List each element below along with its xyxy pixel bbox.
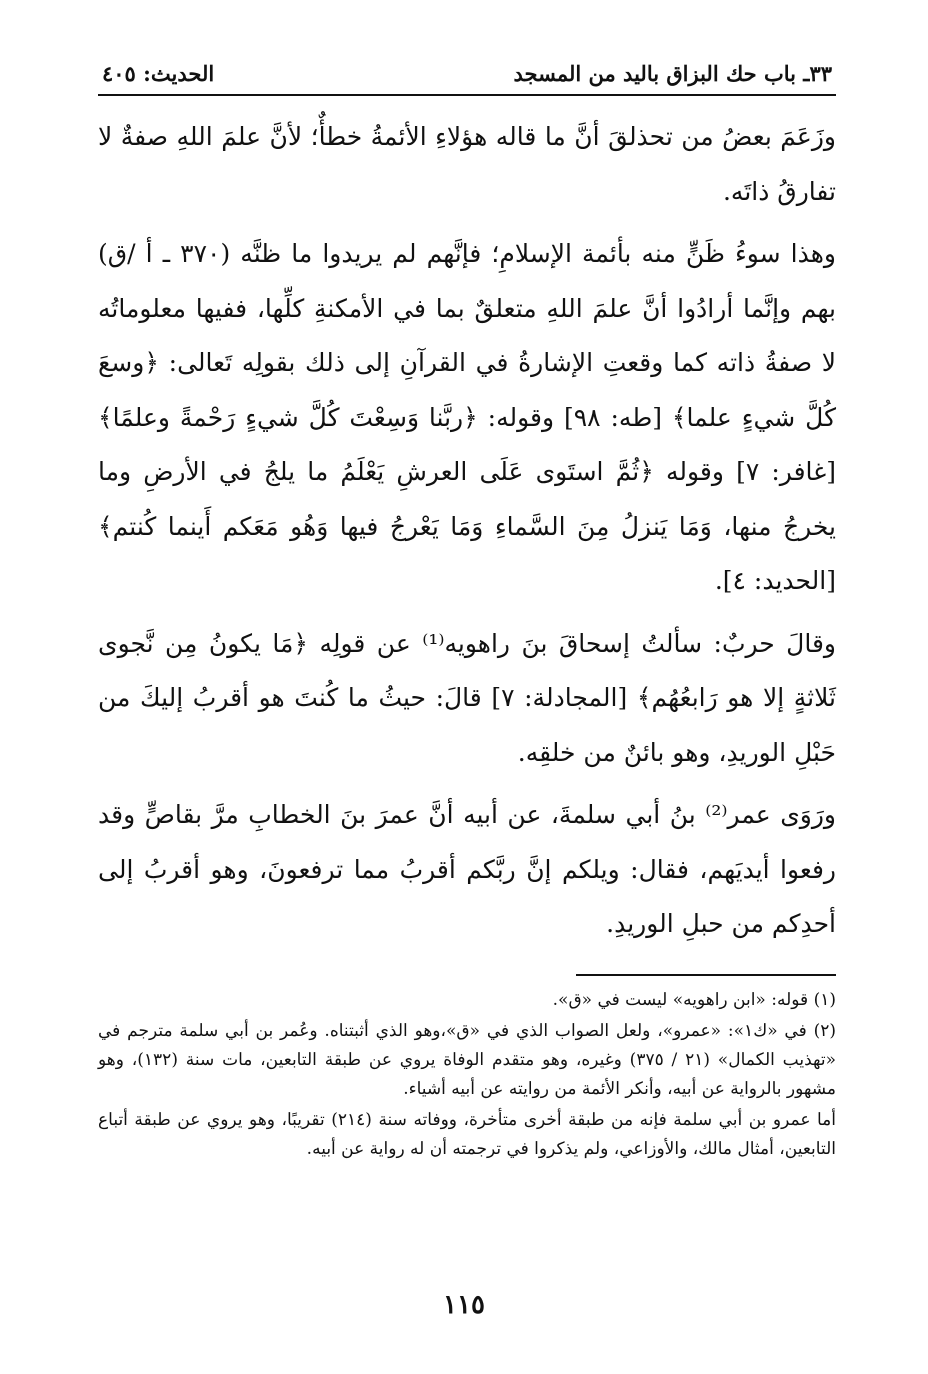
page-number: ١١٥ <box>443 1290 485 1320</box>
footnotes <box>98 986 836 1164</box>
paragraph-text: وقالَ حربٌ: سألتُ إسحاقَ بنَ راهويه⁽¹⁾ عن قولِه ﴿مَا يكونُ مِن نَّجوى ثَلاثةٍ إلا هو رَابعُهُم﴾ [المجادلة: ٧] قالَ: حيثُ ما كُنتَ هو أقربُ إليكَ من حَبْلِ الوريدِ، وهو بائنٌ من خلقِه. <box>98 628 836 767</box>
paragraph <box>98 788 836 952</box>
paragraph-text: وهذا سوءُ ظَنٍّ منه بأئمة الإسلامِ؛ فإنَّهم لم يريدوا ما ظنَّه (٣٧٠ ـ أ /ق) بهم وإنَّما أرادُوا أنَّ علمَ اللهِ متعلقٌ بما في الأمكنةِ كلِّها، ففيها معلوماتُه لا صفةُ ذاته كما وقعتِ الإشارةُ في القرآنِ إلى ذلك بقولِه تَعالى: ﴿وسعَ كُلَّ شيءٍ علما﴾ [طه: ٩٨] وقوله: ﴿ربَّنا وَسِعْتَ كُلَّ شيءٍ رَحْمةً وعلمًا﴾ [غافر: ٧] وقوله ﴿ثُمَّ استَوى عَلَى العرشِ يَعْلَمُ ما يلجُ في الأرضِ وما يخرجُ منها، وَمَا يَنزلُ مِنَ السَّماءِ وَمَا يَعْرجُ فيها وَهُو مَعَكم أَينما كُنتم﴾ [الحديد: ٤]. <box>98 239 836 595</box>
paragraph <box>98 227 836 609</box>
paragraph-text: وزَعَمَ بعضُ من تحذلقَ أنَّ ما قاله هؤلاءِ الأئمةُ خطأٌ؛ لأنَّ علمَ اللهِ صفةٌ لا تفارقُ ذاتَه. <box>98 122 836 206</box>
running-header <box>98 58 836 96</box>
paragraph <box>98 617 836 781</box>
hadith-number: الحديث: ٤٠٥ <box>102 61 215 86</box>
paragraph <box>98 110 836 219</box>
footnote: (٢) في «ك١»: «عمرو»، ولعل الصواب الذي في «ق»،وهو الذي أثبتناه. وعُمر بن أبي سلمة مترجم في «تهذيب الكمال» (٢١ / ٣٧٥) وغيره، وهو متقدم الوفاة يروي عن طبقة التابعين، مات سنة (١٣٢)، وهو مشهور بالرواية عن أبيه، وأنكر الأئمة من روايته عن أبيه أشياء. <box>98 1020 836 1099</box>
paragraph-text: ورَوَى عمر⁽²⁾ بنُ أبي سلمةَ، عن أبيه أنَّ عمرَ بنَ الخطابِ مرَّ بقاصٍّ وقد رفعوا أيديَهم، فقال: ويلكم إنَّ ربَّكم أقربُ مما ترفعونَ، وهو أقربُ إلى أحدِكم من حبلِ الوريدِ. <box>98 800 836 938</box>
main-text <box>98 110 836 952</box>
footnote-separator <box>576 974 836 976</box>
footnote: (١) قوله: «ابن راهويه» ليست في «ق». <box>552 989 836 1010</box>
footnote-continuation: أما عمرو بن أبي سلمة فإنه من طبقة أخرى متأخرة، ووفاته سنة (٢١٤) تقريبًا، وهو يروي عن طبقة أتباع التابعين، أمثال مالك، والأوزاعي، ولم يذكروا في ترجمته أن له رواية عن أبيه. <box>98 1109 836 1159</box>
chapter-title: ٣٣ـ باب حك البزاق باليد من المسجد <box>513 61 832 86</box>
